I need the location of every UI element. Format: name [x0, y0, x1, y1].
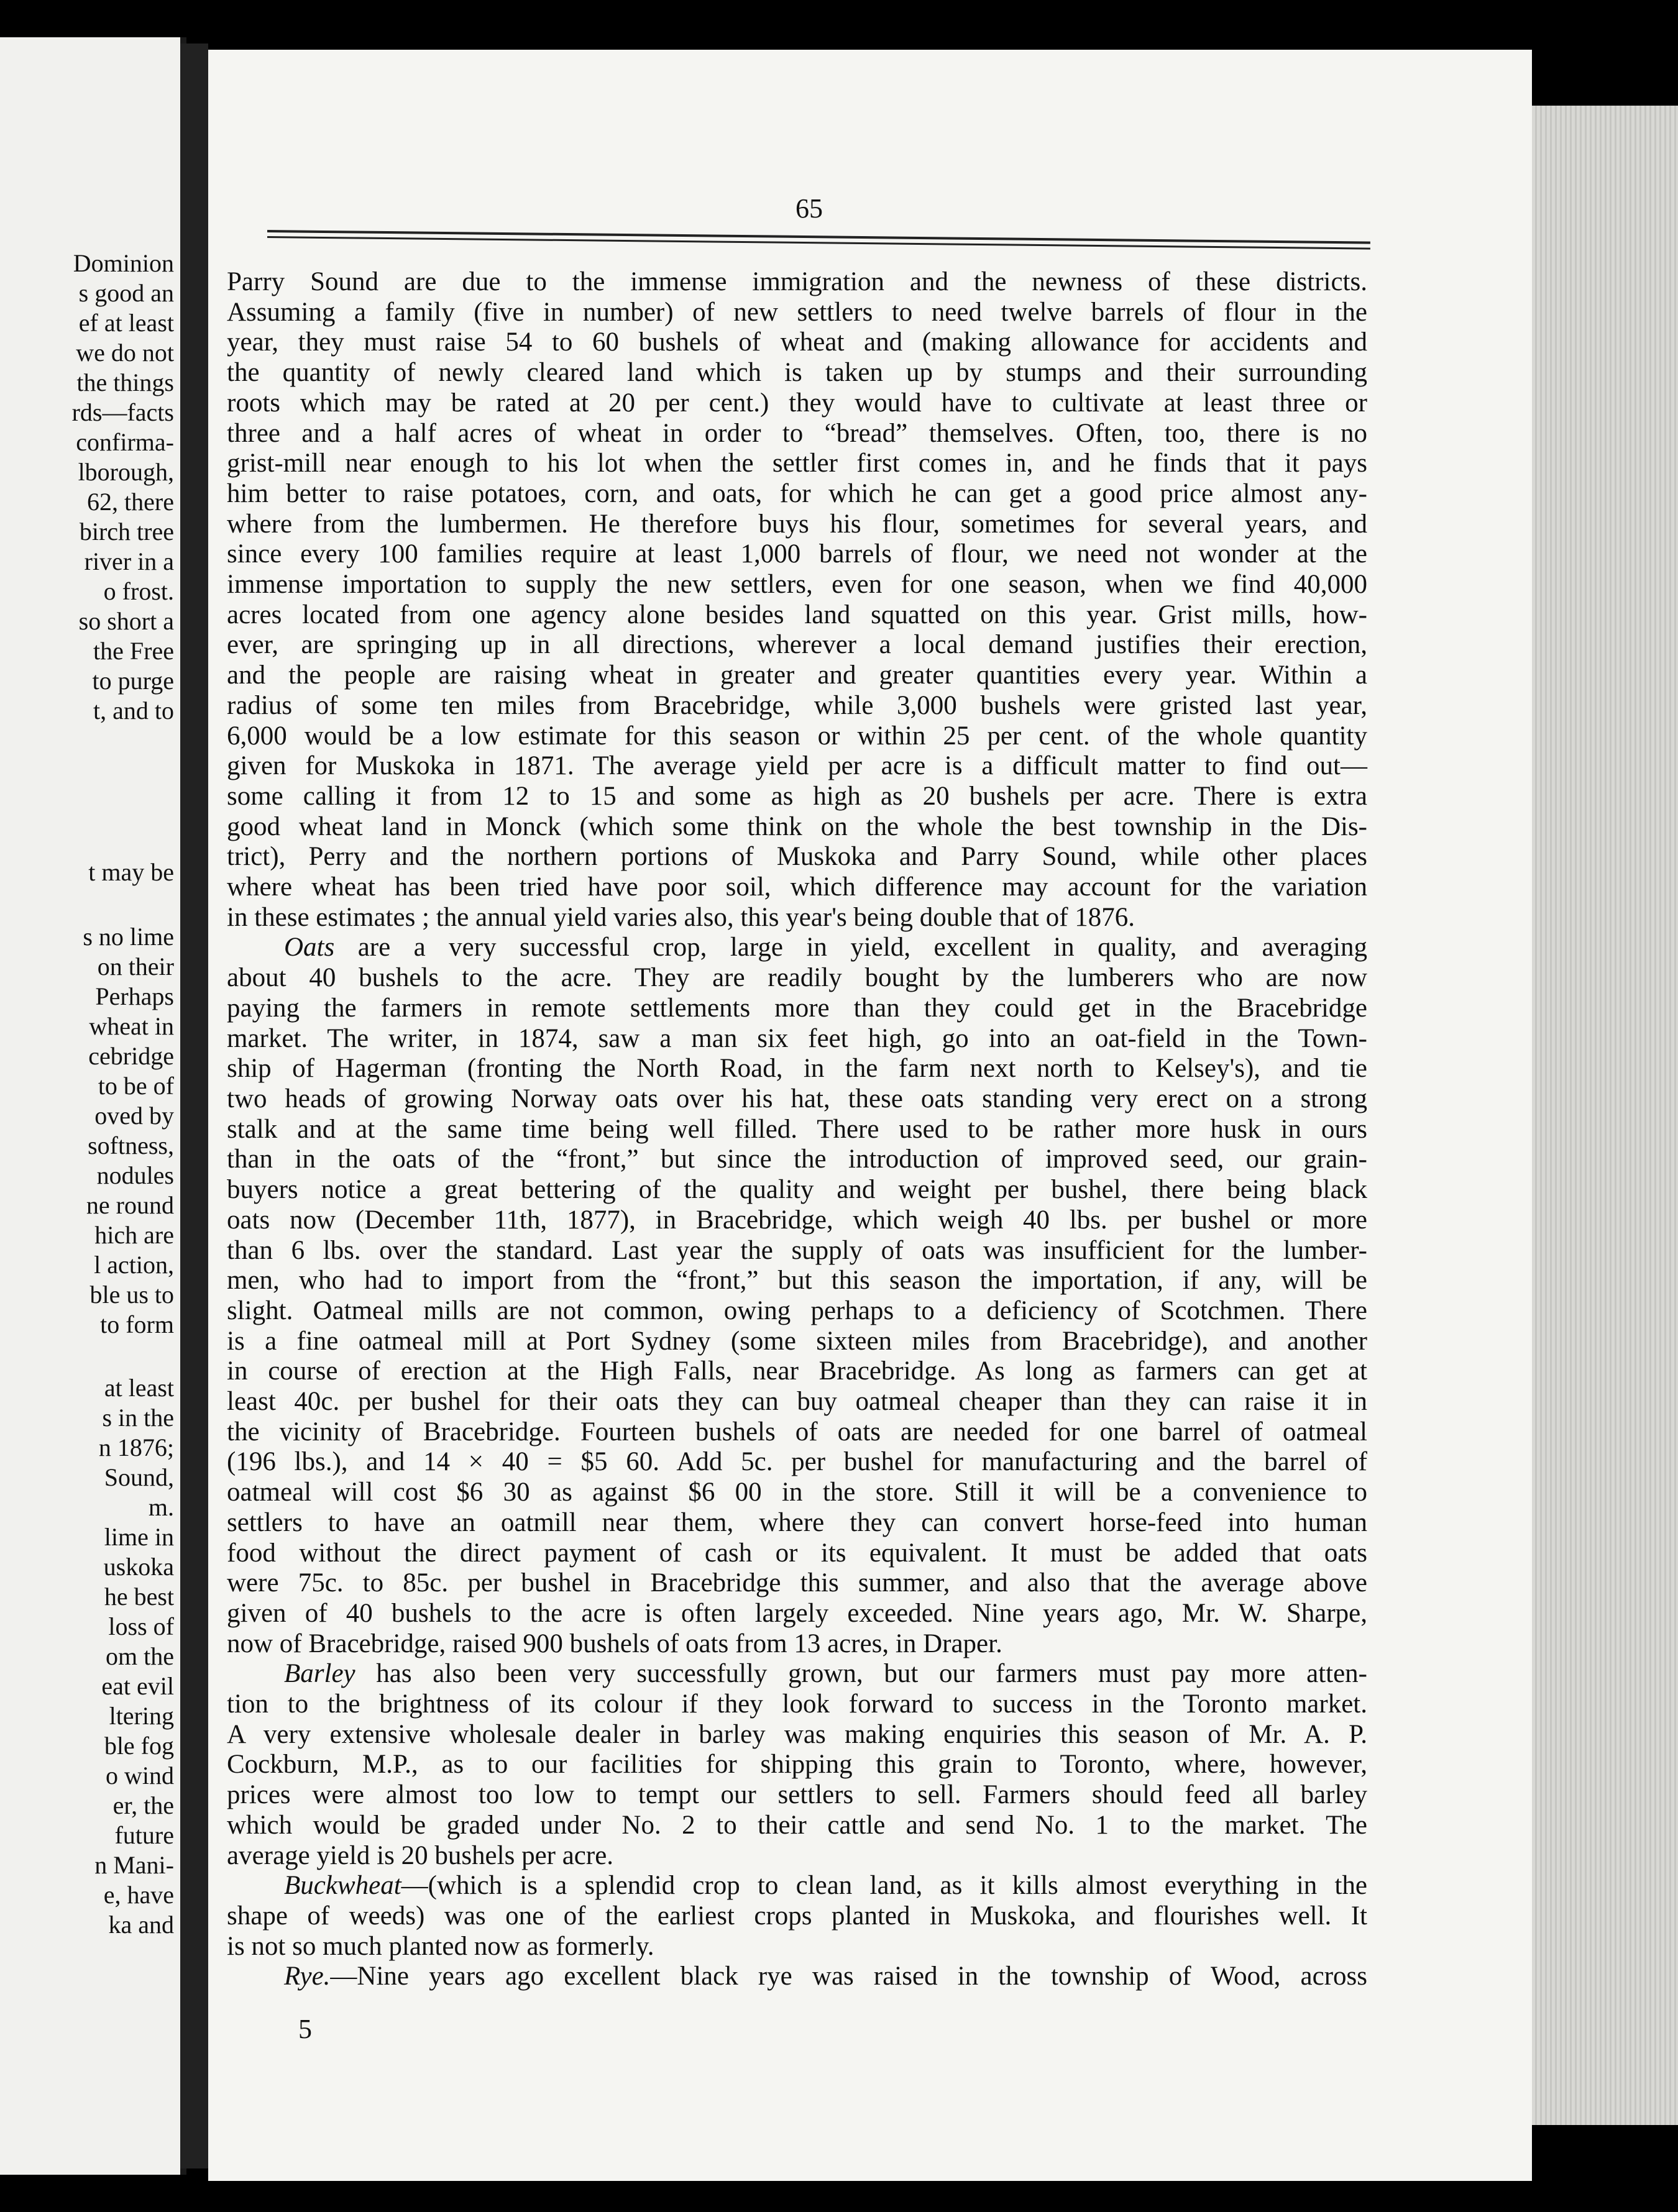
body-line: Barley has also been very successfully grown, but our farmers must pay more atten-: [284, 1659, 1367, 1689]
left-page-line: 62, there: [87, 488, 174, 516]
body-line: tion to the brightness of its colour if they look forward to success in the Toronto market.: [227, 1689, 1367, 1719]
left-page-line: er, the: [112, 1791, 174, 1819]
book-gutter: [180, 43, 208, 2169]
body-line: grist-mill near enough to his lot when the settler first comes in, and he finds that it pays: [227, 449, 1367, 478]
signature-mark: 5: [298, 2014, 312, 2044]
left-page-line: o wind: [106, 1762, 174, 1789]
left-page-line: ef at least: [78, 309, 174, 337]
body-line: about 40 bushels to the acre. They are readily bought by the lumberers who are now: [227, 963, 1367, 993]
left-page-line: at least: [104, 1374, 174, 1402]
body-line: where wheat has been tried have poor soil, which difference may account for the variation: [227, 872, 1367, 902]
left-page-line: ka and: [108, 1911, 174, 1939]
left-page-line: uskoka: [103, 1553, 174, 1581]
body-line: settlers to have an oatmill near them, where they can convert horse-feed into human: [227, 1507, 1367, 1537]
body-line: shape of weeds) was one of the earliest crops planted in Muskoka, and flourishes well. It: [227, 1901, 1367, 1931]
body-line: now of Bracebridge, raised 900 bushels of oats from 13 acres, in Draper.: [227, 1629, 1002, 1658]
left-page-line: loss of: [108, 1612, 174, 1640]
body-line: is a fine oatmeal mill at Port Sydney (some sixteen miles from Bracebridge), and another: [227, 1326, 1367, 1356]
body-line: radius of some ten miles from Bracebridge, while 3,000 bushels were gristed last year,: [227, 690, 1367, 720]
left-page-line: confirma-: [76, 428, 174, 456]
left-page-line: we do not: [76, 339, 174, 367]
body-line: roots which may be rated at 20 per cent.) they would have to cultivate at least three or: [227, 388, 1367, 418]
body-line: oatmeal will cost $6 30 as against $6 00 in the store. Still it will be a convenience to: [227, 1478, 1367, 1507]
left-page-line: on their: [97, 953, 174, 980]
body-line: in these estimates ; the annual yield varies also, this year's being double that of 1876.: [227, 902, 1135, 932]
left-page-line: s no lime: [83, 923, 174, 951]
body-line: acres located from one agency alone besides land squatted on this year. Grist mills, how-: [227, 600, 1367, 629]
body-line: slight. Oatmeal mills are not common, owing perhaps to a deficiency of Scotchmen. There: [227, 1296, 1367, 1325]
body-line: (196 lbs.), and 14 × 40 = $5 60. Add 5c. per bushel for manufacturing and the barrel of: [227, 1447, 1367, 1477]
left-page-line: future: [114, 1821, 174, 1849]
body-line: some calling it from 12 to 15 and some as high as 20 bushels per acre. There is extra: [227, 781, 1367, 811]
body-line: since every 100 families require at least 1,000 barrels of flour, we need not wonder at the: [227, 539, 1367, 569]
left-page-line: ble us to: [89, 1281, 174, 1309]
body-line: buyers notice a great bettering of the quality and weight per bushel, there being black: [227, 1175, 1367, 1205]
left-page-line: softness,: [88, 1131, 174, 1159]
left-page-line: Dominion: [73, 249, 174, 277]
body-line: which would be graded under No. 2 to their cattle and send No. 1 to the market. The: [227, 1810, 1367, 1840]
body-line: three and a half acres of wheat in order to “bread” themselves. Often, too, there is no: [227, 418, 1367, 448]
body-line: where from the lumbermen. He therefore buys his flour, sometimes for several years, and: [227, 509, 1367, 539]
left-page-line: to be of: [98, 1072, 174, 1100]
left-page-line: to form: [100, 1310, 174, 1338]
page-number: 65: [795, 193, 823, 224]
left-page-line: ble fog: [104, 1732, 174, 1760]
left-page-line: wheat in: [89, 1012, 174, 1040]
body-line: prices were almost too low to tempt our settlers to sell. Farmers should feed all barley: [227, 1780, 1367, 1810]
body-line: ship of Hagerman (fronting the North Road, in the farm next north to Kelsey's), and tie: [227, 1054, 1367, 1084]
body-line: immense importation to supply the new settlers, even for one season, when we find 40,000: [227, 570, 1367, 600]
left-page-line: river in a: [84, 547, 174, 575]
left-page-line: n Mani-: [94, 1851, 174, 1879]
body-line: than in the oats of the “front,” but since the introduction of improved seed, our grain-: [227, 1145, 1367, 1174]
body-line: average yield is 20 bushels per acre.: [227, 1840, 614, 1870]
body-line: Cockburn, M.P., as to our facilities for shipping this grain to Toronto, where, however,: [227, 1750, 1367, 1780]
left-page-line: birch tree: [79, 518, 174, 546]
left-page-line: nodules: [96, 1161, 174, 1189]
body-line: 6,000 would be a low estimate for this season or within 25 per cent. of the whole quantity: [227, 721, 1367, 751]
body-line: Parry Sound are due to the immense immigration and the newness of these districts.: [227, 267, 1367, 296]
left-page-line: oved by: [94, 1102, 174, 1130]
body-text: [227, 267, 1367, 1992]
body-line: least 40c. per bushel for their oats they can buy oatmeal cheaper than they can raise it in: [227, 1387, 1367, 1417]
body-line: and the people are raising wheat in greater and greater quantities every year. Within a: [227, 660, 1367, 690]
left-page-line: the Free: [93, 637, 174, 665]
body-line: the vicinity of Bracebridge. Fourteen bushels of oats are needed for one barrel of oatmeal: [227, 1417, 1367, 1446]
body-line: A very extensive wholesale dealer in barley was making enquiries this season of Mr. A. P.: [227, 1719, 1367, 1749]
left-facing-page: [0, 37, 186, 2175]
left-page-line: ne round: [86, 1191, 174, 1219]
left-page-line: lime in: [104, 1523, 174, 1551]
left-page-line: to purge: [92, 667, 174, 695]
left-page-line: e, have: [103, 1881, 174, 1909]
body-line: year, they must raise 54 to 60 bushels of wheat and (making allowance for accidents and: [227, 327, 1367, 357]
left-page-line: l action,: [94, 1251, 174, 1279]
body-line: Oats are a very successful crop, large in yield, excellent in quality, and averaging: [284, 933, 1367, 962]
left-page-line: hich are: [94, 1221, 174, 1249]
left-page-line: t, and to: [93, 697, 174, 724]
left-page-line: ltering: [109, 1702, 174, 1730]
left-page-line: om the: [106, 1642, 174, 1670]
body-line: food without the direct payment of cash or its equivalent. It must be added that oats: [227, 1538, 1367, 1568]
body-line: given of 40 bushels to the acre is often largely exceeded. Nine years ago, Mr. W. Sharpe,: [227, 1598, 1367, 1628]
left-page-line: so short a: [78, 607, 174, 635]
body-line: paying the farmers in remote settlements more than they could get in the Bracebridge: [227, 993, 1367, 1023]
body-line: given for Muskoka in 1871. The average yield per acre is a difficult matter to find out—: [227, 751, 1367, 781]
left-page-line: n 1876;: [98, 1433, 174, 1461]
body-line: him better to raise potatoes, corn, and oats, for which he can get a good price almost any-: [227, 478, 1367, 508]
left-page-line: lborough,: [78, 458, 174, 486]
body-line: the quantity of newly cleared land which is taken up by stumps and their surrounding: [227, 358, 1367, 388]
left-page-line: m.: [148, 1493, 174, 1521]
left-page-line: Sound,: [104, 1463, 174, 1491]
body-line: were 75c. to 85c. per bushel in Bracebridge this summer, and also that the average above: [227, 1568, 1367, 1598]
body-line: two heads of growing Norway oats over his hat, these oats standing very erect on a strong: [227, 1084, 1367, 1113]
body-line: market. The writer, in 1874, saw a man six feet high, go into an oat-field in the Town-: [227, 1023, 1367, 1053]
body-line: in course of erection at the High Falls, near Bracebridge. As long as farmers can get at: [227, 1356, 1367, 1386]
body-line: Buckwheat—(which is a splendid crop to clean land, as it kills almost everything in the: [284, 1871, 1367, 1901]
page-edges: [1532, 106, 1678, 2125]
body-line: oats now (December 11th, 1877), in Bracebridge, which weigh 40 lbs. per bushel or more: [227, 1205, 1367, 1235]
body-line: trict), Perry and the northern portions of Muskoka and Parry Sound, while other places: [227, 842, 1367, 872]
body-line: stalk and at the same time being well filled. There used to be rather more husk in ours: [227, 1114, 1367, 1144]
body-line: is not so much planted now as formerly.: [227, 1931, 654, 1961]
left-page-line: cebridge: [88, 1042, 174, 1070]
left-page-line: s good an: [78, 279, 174, 307]
body-line: Assuming a family (five in number) of new settlers to need twelve barrels of flour in the: [227, 297, 1367, 327]
left-page-line: Perhaps: [95, 982, 174, 1010]
left-page-line: s in the: [102, 1404, 174, 1432]
left-page-line: he best: [104, 1583, 174, 1611]
body-line: ever, are springing up in all directions, wherever a local demand justifies their erection,: [227, 630, 1367, 660]
left-page-line: the things: [76, 368, 174, 396]
left-page-line: rds—facts: [71, 398, 174, 426]
body-line: than 6 lbs. over the standard. Last year the supply of oats was insufficient for the lumber-: [227, 1235, 1367, 1265]
left-page-line: eat evil: [101, 1672, 174, 1700]
body-line: good wheat land in Monck (which some think on the whole the best township in the Dis-: [227, 811, 1367, 841]
body-line: men, who had to import from the “front,” but this season the importation, if any, will be: [227, 1266, 1367, 1296]
left-page-line: t may be: [88, 858, 174, 886]
body-line: Rye.—Nine years ago excellent black rye was raised in the township of Wood, across: [284, 1962, 1367, 1991]
left-page-line: o frost.: [103, 577, 174, 605]
